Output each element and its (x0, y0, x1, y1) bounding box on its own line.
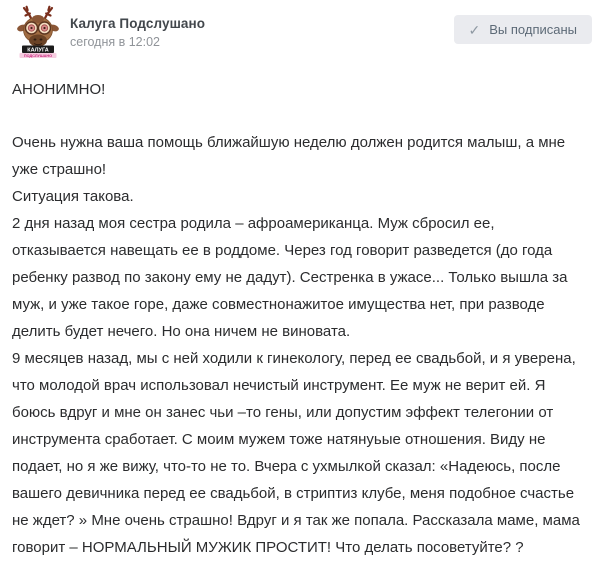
post-paragraph: 9 месяцев назад, мы с ней ходили к гинекологу, перед ее свадьбой, и я уверена, что молодой врач использовал нечистый инструмент. Ее муж не верит ей. Я боюсь вдруг и мне он занес чьи –то гены, или допустим эффект телегонии от инструмента сработает. С моим мужем тоже натянуьые отношения. Виду не подает, но я же вижу, что-то не то. Вчера с ухмылкой сказал: «Надеюсь, после вашего девичника перед ее свадьбой, в стриптиз клубе, меня подобное счастье не ждет? » Мне очень страшно! Вдруг и я так же попала. Рассказала маме, мама говорит – НОРМАЛЬНЫЙ МУЖИК ПРОСТИТ! Что делать посоветуйте? ? (12, 350, 580, 556)
group-avatar[interactable] (15, 4, 61, 58)
group-name-link[interactable]: Калуга Подслушано (70, 16, 206, 31)
post-paragraph: Ситуация такова. (12, 188, 134, 205)
post-header (0, 0, 600, 64)
post-paragraph: Очень нужна ваша помощь ближайшую неделю должен родится малыш, а мне уже страшно! (12, 134, 566, 178)
subscribed-button[interactable] (454, 15, 592, 44)
post-timestamp[interactable]: сегодня в 12:02 (70, 35, 160, 49)
avatar-banner-bottom-text: ПОДСЛУШАНО (23, 54, 53, 58)
subscribed-button-label: Вы подписаны (489, 22, 577, 37)
anon-label: АНОНИМНО! (12, 81, 106, 98)
post-text (12, 76, 592, 561)
avatar-banner-top-text: КАЛУГА (27, 47, 49, 54)
checkmark-icon: ✓ (468, 21, 481, 38)
post-paragraph: 2 дня назад моя сестра родила – афроамериканца. Муж сбросил ее, отказывается навещать ее в роддоме. Через год говорит разведется (до года ребенку развод по закону ему не дадут). Сестренка в ужасе... Только вышла за муж, и уже такое горе, даже совместнонажитое имущества нет, при разводе делить будет нечего. Но она ничем не виновата. (12, 215, 568, 340)
deer-mascot-icon (15, 4, 61, 58)
